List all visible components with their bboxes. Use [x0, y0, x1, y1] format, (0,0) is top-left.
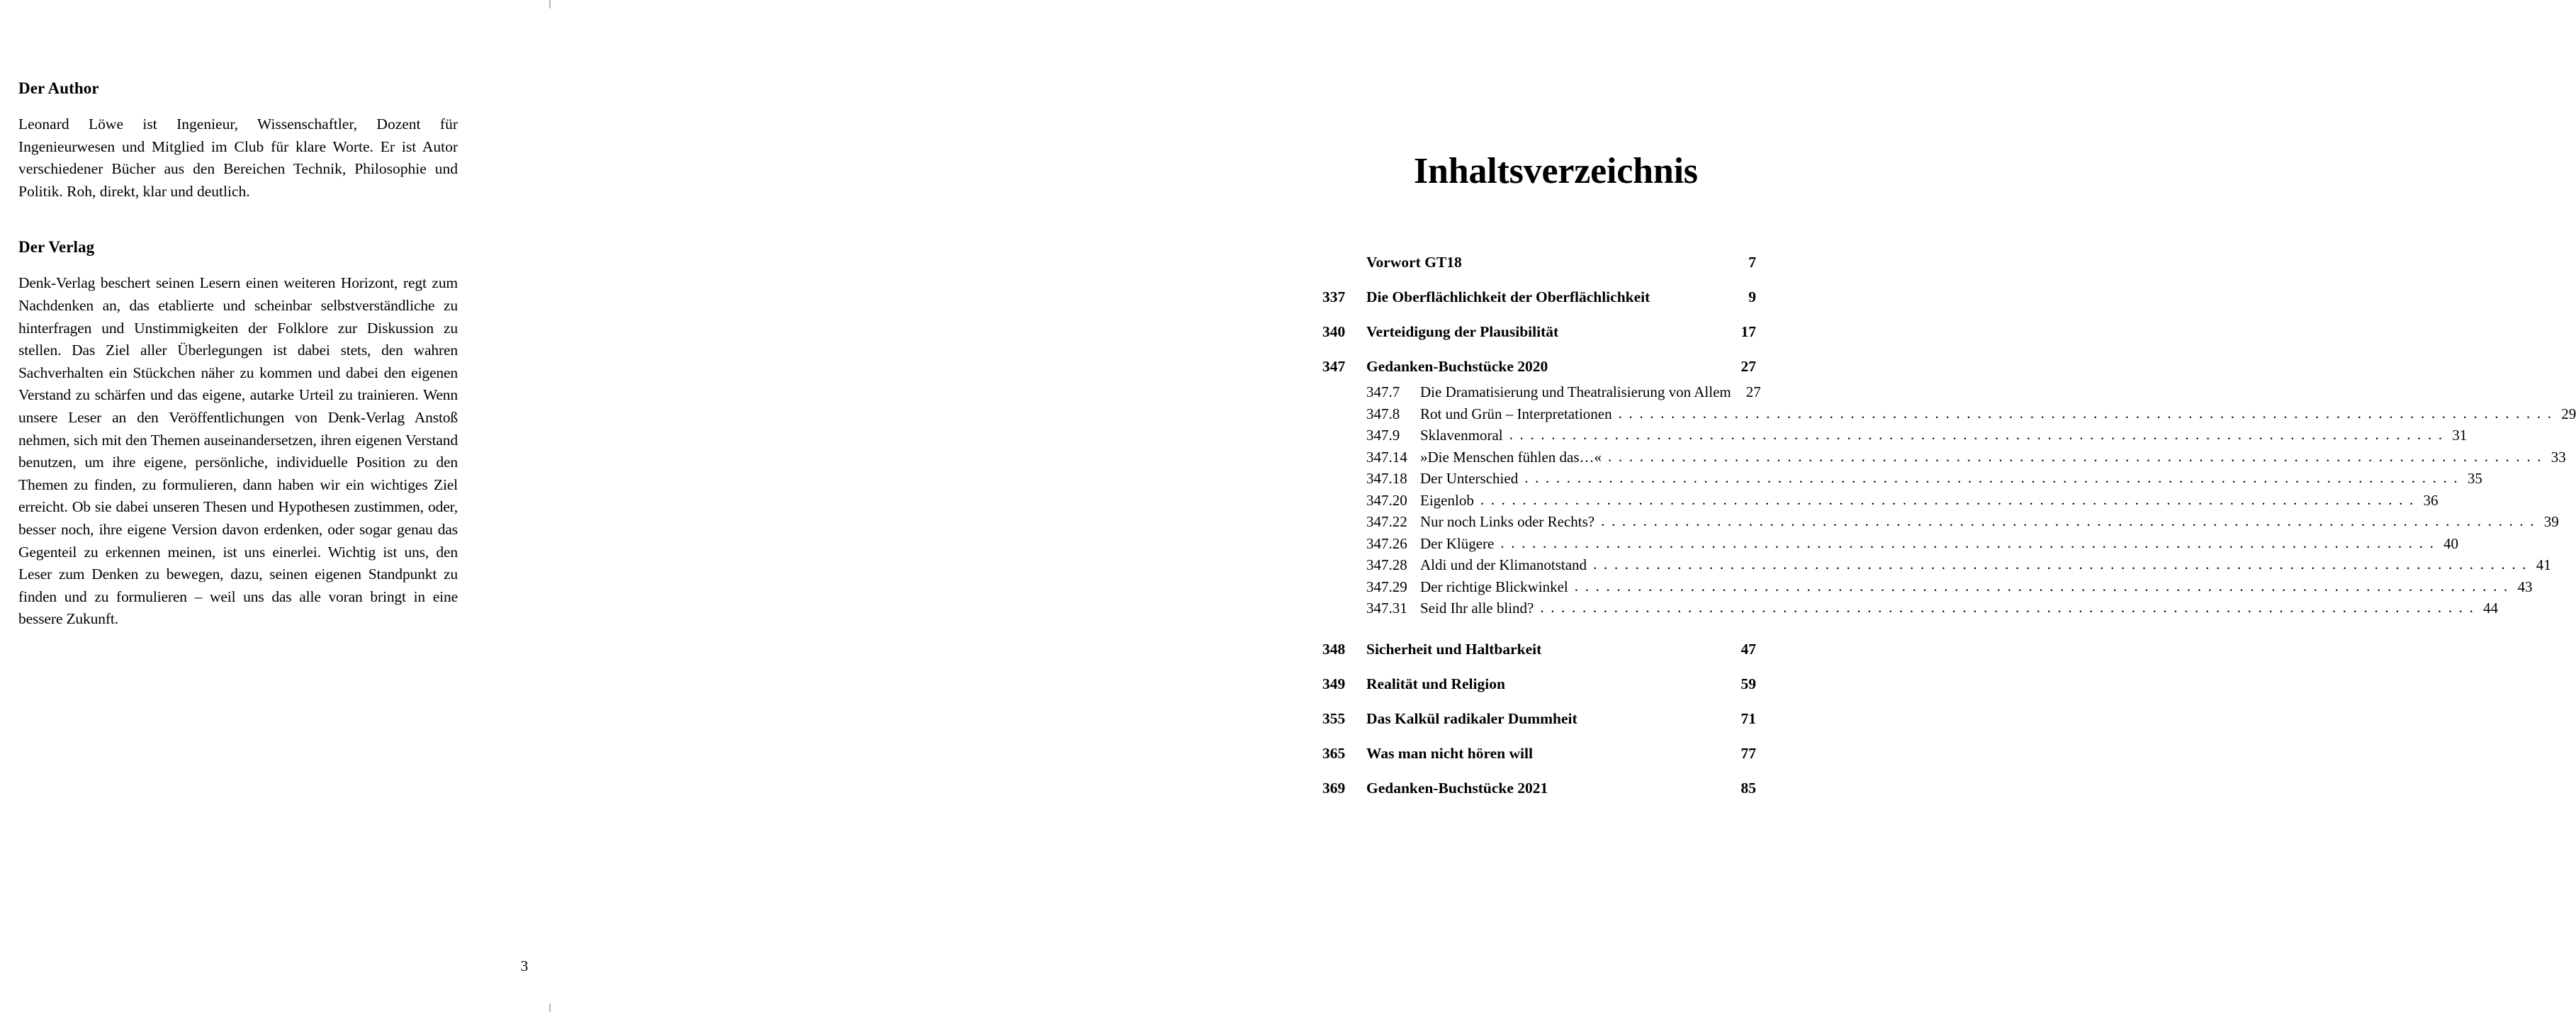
toc-dot-leader: . . . . . . . . . . . . . . . . . . . . . . . . . . . . . . . . . . . . . . . . . . . . . . . . . . . . . . . . . . . . . . . . . . . . . . . . . . . . . . . . . . . . . . . . .	[1601, 512, 2536, 529]
toc-entry-number: 347	[1322, 358, 1346, 375]
toc-subentry[interactable]	[1322, 403, 2576, 425]
toc-subentry-title: Rot und Grün – Interpretationen	[1420, 405, 1612, 422]
toc-subentry[interactable]	[1322, 490, 2439, 512]
toc-dot-leader: . . . . . . . . . . . . . . . . . . . . . . . . . . . . . . . . . . . . . . . . . . . . . . . . . . . . . . . . . . . . . . . . . . . . . . . . . . . . . . . . . . . . . . . . .	[1593, 556, 2528, 573]
toc-entry-number: 369	[1322, 779, 1346, 797]
toc-subentry-page: 27	[1745, 383, 1761, 400]
toc-subentry-number: 347.9	[1366, 427, 1400, 444]
toc-subentry-page: 41	[2536, 556, 2551, 573]
toc-entry-number: 337	[1322, 288, 1346, 305]
toc-entry[interactable]	[1322, 358, 1756, 376]
toc-entry-title: Vorwort GT18	[1366, 254, 1462, 271]
toc-subentry-title: Aldi und der Klimanotstand	[1420, 556, 1587, 573]
toc-entry-page: 47	[1740, 640, 1756, 658]
toc-subentry-title: »Die Menschen fühlen das…«	[1420, 448, 1602, 466]
toc-entry[interactable]	[1322, 641, 1756, 658]
toc-subentry-number: 347.20	[1366, 491, 1407, 509]
toc-entry[interactable]	[1322, 745, 1756, 763]
left-page-content	[18, 79, 458, 631]
table-of-contents	[1322, 254, 2576, 814]
toc-subentry[interactable]	[1322, 554, 2551, 576]
toc-subentry-title: Der richtige Blickwinkel	[1420, 578, 1568, 595]
toc-subentry-title: Der Unterschied	[1420, 470, 1519, 487]
toc-subentry-number: 347.28	[1366, 556, 1407, 573]
toc-subentry-title: Die Dramatisierung und Theatralisierung von Allem	[1420, 383, 1731, 400]
toc-entry-page: 7	[1748, 254, 1756, 271]
toc-dot-leader: . . . . . . . . . . . . . . . . . . . . . . . . . . . . . . . . . . . . . . . . . . . . . . . . . . . . . . . . . . . . . . . . . . . . . . . . . . . . . . . . . . . . . . . . .	[1524, 469, 2459, 486]
toc-entry-page: 85	[1740, 779, 1756, 797]
left-page	[0, 0, 680, 1012]
toc-entry-page: 71	[1740, 709, 1756, 727]
toc-subentry-page: 36	[2423, 491, 2439, 509]
page-title: Inhaltsverzeichnis	[1414, 151, 1698, 191]
toc-subentry-number: 347.29	[1366, 578, 1407, 595]
toc-subentry-number: 347.14	[1366, 448, 1407, 466]
toc-subentry-page: 40	[2443, 534, 2459, 552]
toc-entry[interactable]	[1322, 710, 1756, 728]
toc-entry-title: Verteidigung der Plausibilität	[1366, 323, 1559, 340]
toc-subentry-page: 31	[2452, 427, 2468, 444]
right-page	[520, 0, 2576, 1012]
toc-entry-number: 355	[1322, 709, 1346, 727]
toc-dot-leader: . . . . . . . . . . . . . . . . . . . . . . . . . . . . . . . . . . . . . . . . . . . . . . . . . . . . . . . . . . . . . . . . . . . . . . . . . . . . . . . . . . . . . . . . .	[1540, 599, 2475, 616]
toc-dot-leader: . . . . . . . . . . . . . . . . . . . . . . . . . . . . . . . . . . . . . . . . . . . . . . . . . . . . . . . . . . . . . . . . . . . . . . . . . . . . . . . . . . . . . . . . .	[1509, 426, 2444, 443]
toc-entry-page: 27	[1740, 358, 1756, 375]
toc-subentry[interactable]	[1322, 425, 2468, 446]
toc-subentry-page: 43	[2517, 578, 2533, 595]
toc-entry-number: 348	[1322, 640, 1346, 658]
toc-entry-title: Das Kalkül radikaler Dummheit	[1366, 709, 1577, 727]
toc-dot-leader: . . . . . . . . . . . . . . . . . . . . . . . . . . . . . . . . . . . . . . . . . . . . . . . . . . . . . . . . . . . . . . . . . . . . . . . . . . . . . . . . . . . . . . . . .	[1574, 577, 2509, 595]
toc-entry-title: Die Oberflächlichkeit der Oberflächlichkeit	[1366, 288, 1650, 305]
toc-entry-title: Was man nicht hören will	[1366, 744, 1533, 762]
toc-entry-title: Realität und Religion	[1366, 675, 1505, 692]
toc-subentry-page: 39	[2543, 513, 2559, 530]
toc-subentry-page: 29	[2561, 405, 2576, 422]
toc-dot-leader: . . . . . . . . . . . . . . . . . . . . . . . . . . . . . . . . . . . . . . . . . . . . . . . . . . . . . . . . . . . . . . . . . . . . . . . . . . . . . . . . . . . . . . . . .	[1500, 534, 2436, 551]
toc-entry-number: 340	[1322, 323, 1346, 340]
toc-entry-title: Gedanken-Buchstücke 2021	[1366, 779, 1548, 797]
toc-subentry-number: 347.26	[1366, 534, 1407, 552]
toc-subentry-title: Eigenlob	[1420, 491, 1474, 509]
toc-subentry[interactable]	[1322, 576, 2533, 598]
toc-subentry[interactable]	[1322, 446, 2566, 468]
toc-entry-page: 77	[1740, 744, 1756, 762]
toc-dot-leader: . . . . . . . . . . . . . . . . . . . . . . . . . . . . . . . . . . . . . . . . . . . . . . . . . . . . . . . . . . . . . . . . . . . . . . . . . . . . . . . . . . . . . . . . .	[1480, 490, 2415, 508]
toc-entry-number: 365	[1322, 744, 1346, 762]
toc-subentry-page: 44	[2483, 600, 2499, 617]
toc-subentry-title: Seid Ihr alle blind?	[1420, 600, 1534, 617]
toc-entry-number: 349	[1322, 675, 1346, 692]
toc-entry-title: Sicherheit und Haltbarkeit	[1366, 640, 1542, 658]
toc-subentry-number: 347.18	[1366, 470, 1407, 487]
toc-subentry[interactable]	[1322, 468, 2482, 490]
toc-subentry[interactable]	[1322, 511, 2559, 533]
toc-subentry-list	[1322, 381, 2576, 619]
toc-subentry-title: Der Klügere	[1420, 534, 1495, 552]
toc-dot-leader: . . . . . . . . . . . . . . . . . . . . . . . . . . . . . . . . . . . . . . . . . . . . . . . . . . . . . . . . . . . . . . . . . . . . . . . . . . . . . . . . . . . . . . . . .	[1608, 447, 2543, 465]
page-number-right: 3	[520, 957, 529, 974]
section-heading-author: Der Author	[18, 79, 99, 97]
toc-subentry-number: 347.7	[1366, 383, 1400, 400]
toc-subentry-number: 347.8	[1366, 405, 1400, 422]
toc-entry[interactable]	[1322, 323, 1756, 341]
toc-subentry-number: 347.22	[1366, 513, 1407, 530]
toc-subentry-page: 33	[2550, 448, 2566, 466]
toc-entry[interactable]	[1322, 675, 1756, 693]
toc-entry-page: 9	[1748, 288, 1756, 305]
section-paragraph-author: Leonard Löwe ist Ingenieur, Wissenschaftler, Dozent für Ingenieurwesen und Mitglied im Club für klare Worte. Er ist Autor verschiedener Bücher aus den Bereichen Technik, Philosophie und Politik. Roh, direkt, klar und deutlich.	[18, 116, 458, 200]
toc-entry[interactable]	[1322, 288, 1756, 306]
toc-subentry[interactable]	[1322, 381, 1761, 403]
toc-entry[interactable]	[1322, 780, 1756, 797]
toc-subentry-page: 35	[2467, 470, 2482, 487]
toc-entry[interactable]	[1322, 254, 1756, 271]
toc-entry-title: Gedanken-Buchstücke 2020	[1366, 358, 1548, 375]
toc-dot-leader: . . . . . . . . . . . . . . . . . . . . . . . . . . . . . . . . . . . . . . . . . . . . . . . . . . . . . . . . . . . . . . . . . . . . . . . . . . . . . . . . . . . . . . . . .	[1618, 404, 2553, 422]
toc-subentry[interactable]	[1322, 597, 2499, 619]
toc-subentry-title: Nur noch Links oder Rechts?	[1420, 513, 1595, 530]
toc-subentry-title: Sklavenmoral	[1420, 427, 1503, 444]
toc-entry-page: 59	[1740, 675, 1756, 692]
section-paragraph-publisher: Denk-Verlag beschert seinen Lesern einen weiteren Horizont, regt zum Nachdenken an, das etablierte und scheinbar selbstverständliche zu hinterfragen und Unstimmigkeiten der Folklore zur Diskussion zu stellen. Das Ziel aller Überlegungen ist dabei stets, den wahren Sachverhalten ein Stückchen näher zu kommen und dabei den eigenen Verstand zu schärfen und das eigene, autarke Urteil zu trainieren. Wenn unsere Leser an den Veröffentlichungen von Denk-Verlag Anstoß nehmen, sich mit den Themen auseinandersetzen, ihren eigenen Verstand benutzen, um ihre eigene, persönliche, individuelle Position zu den Themen zu finden, zu formulieren, dann haben wir ein wichtiges Ziel erreicht. Ob sie dabei unseren Thesen und Hypothesen zustimmen, oder, besser noch, ihre eigene Version davon erdenken, oder sogar genau das Gegenteil zu erkennen meinen, ist uns einerlei. Wichtig ist uns, den Leser zum Denken zu bewegen, dazu, seinen eigenen Standpunkt zu finden und zu formulieren – weil uns das alle voran bringt in eine bessere Zukunft.	[18, 274, 458, 628]
section-heading-publisher: Der Verlag	[18, 238, 95, 257]
toc-entry-page: 17	[1740, 323, 1756, 340]
toc-subentry-number: 347.31	[1366, 600, 1407, 617]
toc-subentry[interactable]	[1322, 533, 2459, 555]
